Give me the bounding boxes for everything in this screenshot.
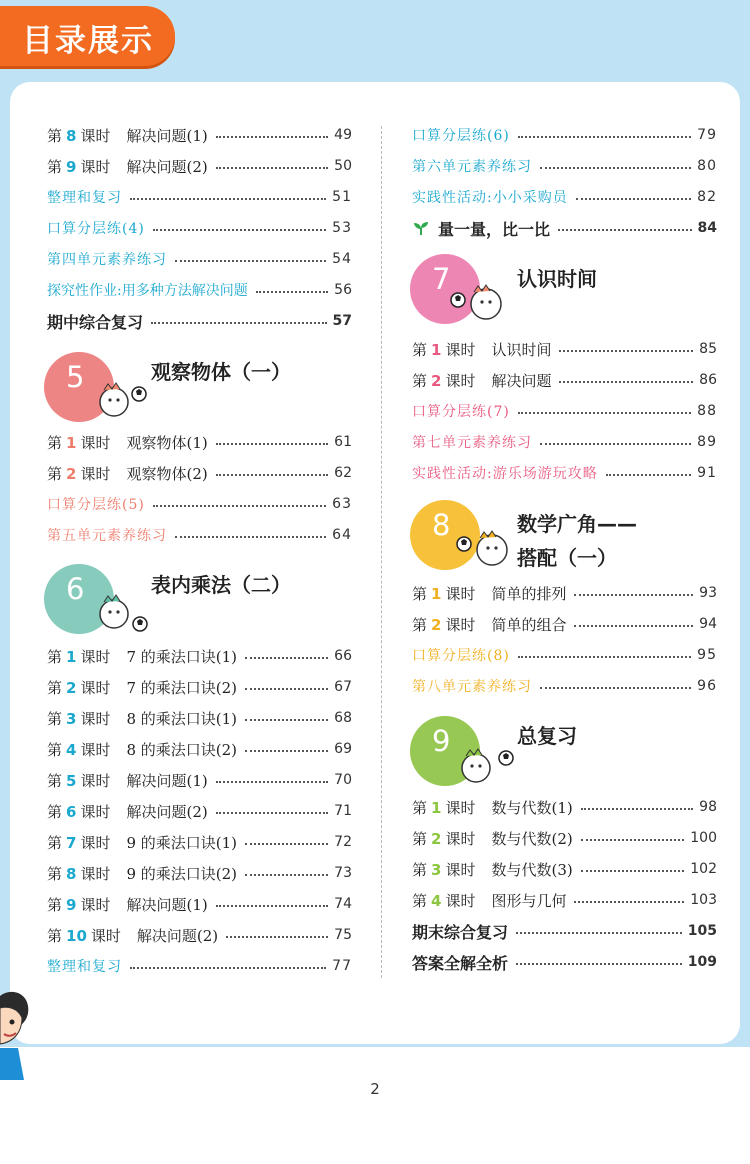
- leader-dots: [606, 474, 691, 476]
- unit-badge: 5: [44, 352, 114, 422]
- toc-row[interactable]: 探究性作业:用多种方法解决问题 56: [47, 282, 352, 299]
- leader-dots: [245, 750, 328, 752]
- dinosaur-mascot-icon: [96, 590, 156, 636]
- page-ref: 68: [334, 710, 352, 726]
- header-tab: [0, 6, 175, 66]
- unit-badge: 7: [410, 254, 480, 324]
- page-ref: 77: [332, 958, 352, 974]
- toc-row[interactable]: 第 1 课时 认识时间 85: [412, 340, 717, 359]
- leader-dots: [216, 443, 328, 445]
- page-ref: 57: [332, 313, 352, 329]
- page-ref: 49: [334, 127, 352, 143]
- dinosaur-mascot-icon: [446, 280, 516, 330]
- unit-badge: 8: [410, 500, 480, 570]
- unit-badge: 6: [44, 564, 114, 634]
- leader-dots: [540, 443, 691, 445]
- cartoon-boy-icon: [0, 988, 34, 1080]
- leader-dots: [540, 687, 691, 689]
- page-ref: 85: [699, 341, 717, 357]
- page-ref: 86: [699, 372, 717, 388]
- page-ref: 102: [690, 861, 717, 877]
- toc-row[interactable]: 第五单元素养练习 64: [47, 527, 352, 544]
- toc-row[interactable]: 第 2 课时 数与代数(2) 100: [412, 829, 717, 848]
- page-ref: 89: [697, 434, 717, 450]
- leader-dots: [581, 839, 685, 841]
- page-ref: 82: [697, 189, 717, 205]
- toc-row[interactable]: 实践性活动:游乐场游玩攻略 91: [412, 465, 717, 482]
- leader-dots: [574, 901, 684, 903]
- page-number: 2: [370, 1080, 380, 1098]
- sprout-icon: [412, 220, 430, 236]
- toc-row[interactable]: 口算分层练(4) 53: [47, 220, 352, 237]
- toc-row[interactable]: 实践性活动:小小采购员 82: [412, 189, 717, 206]
- toc-row[interactable]: 第六单元素养练习 80: [412, 158, 717, 175]
- leader-dots: [574, 625, 693, 627]
- leader-dots: [540, 167, 691, 169]
- leader-dots: [130, 198, 326, 200]
- page-ref: 53: [332, 220, 352, 236]
- page-ref: 95: [697, 647, 717, 663]
- leader-dots: [518, 656, 691, 658]
- toc-row[interactable]: 答案全解全析 109: [412, 953, 717, 973]
- toc-row[interactable]: 口算分层练(8) 95: [412, 647, 717, 664]
- leader-dots: [216, 136, 328, 138]
- leader-dots: [516, 932, 682, 934]
- page-ref: 80: [697, 158, 717, 174]
- page-ref: 62: [334, 465, 352, 481]
- page-ref: 51: [332, 189, 352, 205]
- toc-row[interactable]: 第 2 课时 观察物体(2) 62: [47, 464, 352, 483]
- page-ref: 103: [690, 892, 717, 908]
- page-ref: 64: [332, 527, 352, 543]
- leader-dots: [245, 688, 328, 690]
- leader-dots: [576, 198, 691, 200]
- leader-dots: [175, 260, 326, 262]
- toc-row[interactable]: 第 3 课时 数与代数(3) 102: [412, 860, 717, 879]
- toc-row[interactable]: 第 1 课时 数与代数(1) 98: [412, 798, 717, 817]
- page-ref: 61: [334, 434, 352, 450]
- page-ref: 73: [334, 865, 352, 881]
- leader-dots: [559, 350, 693, 352]
- leader-dots: [245, 719, 328, 721]
- leader-dots: [245, 657, 328, 659]
- leader-dots: [581, 808, 693, 810]
- page-ref: 96: [697, 678, 717, 694]
- page-bottom: [0, 1047, 750, 1164]
- toc-row[interactable]: 第八单元素养练习 96: [412, 678, 717, 695]
- toc-row[interactable]: 第 4 课时 图形与几何 103: [412, 891, 717, 910]
- leader-dots: [516, 963, 682, 965]
- toc-row[interactable]: 口算分层练(7) 88: [412, 403, 717, 420]
- leader-dots: [216, 167, 328, 169]
- toc-row[interactable]: 第 1 课时 简单的排列 93: [412, 584, 717, 603]
- toc-row[interactable]: 第七单元素养练习 89: [412, 434, 717, 451]
- page-ref: 56: [334, 282, 352, 298]
- unit-title: 认识时间: [517, 267, 597, 291]
- toc-row[interactable]: 口算分层练(6) 79: [412, 127, 717, 144]
- toc-row[interactable]: 第 8 课时 解决问题(1) 49: [47, 126, 352, 145]
- leader-dots: [581, 870, 685, 872]
- leader-dots: [518, 412, 691, 414]
- leader-dots: [175, 536, 326, 538]
- leader-dots: [559, 381, 693, 383]
- toc-row[interactable]: 口算分层练(5) 63: [47, 496, 352, 513]
- leader-dots: [256, 291, 328, 293]
- toc-row[interactable]: 第 1 课时 7 的乘法口诀(1) 66: [47, 647, 352, 666]
- toc-row[interactable]: 第 6 课时 解决问题(2) 71: [47, 802, 352, 821]
- toc-row[interactable]: 第 2 课时 7 的乘法口诀(2) 67: [47, 678, 352, 697]
- leader-dots: [518, 136, 691, 138]
- page-ref: 72: [334, 834, 352, 850]
- unit-badge: 9: [410, 716, 480, 786]
- leader-dots: [216, 474, 328, 476]
- leader-dots: [153, 505, 326, 507]
- page-ref: 94: [699, 616, 717, 632]
- page-ref: 70: [334, 772, 352, 788]
- toc-row[interactable]: 第 1 课时 观察物体(1) 61: [47, 433, 352, 452]
- page-ref: 63: [332, 496, 352, 512]
- unit-title: 观察物体（一）: [151, 360, 291, 384]
- column-divider: [381, 126, 382, 978]
- page-ref: 50: [334, 158, 352, 174]
- toc-row[interactable]: 期末综合复习 105: [412, 922, 717, 942]
- toc-row[interactable]: 整理和复习 77: [47, 958, 352, 975]
- toc-row[interactable]: 第四单元素养练习 54: [47, 251, 352, 268]
- leader-dots: [153, 229, 326, 231]
- page-ref: 91: [697, 465, 717, 481]
- page-ref: 75: [334, 927, 352, 943]
- unit-title: 总复习: [517, 724, 577, 748]
- page-ref: 93: [699, 585, 717, 601]
- page-ref: 79: [697, 127, 717, 143]
- toc-row[interactable]: 期中综合复习 57: [47, 312, 352, 332]
- toc-row[interactable]: 第 3 课时 8 的乘法口诀(1) 68: [47, 709, 352, 728]
- leader-dots: [245, 843, 328, 845]
- leader-dots: [245, 874, 328, 876]
- unit-title: 表内乘法（二）: [151, 573, 291, 597]
- dinosaur-mascot-icon: [452, 526, 516, 574]
- page-ref: 98: [699, 799, 717, 815]
- page-ref: 69: [334, 741, 352, 757]
- leader-dots: [151, 322, 327, 324]
- toc-row[interactable]: 第 9 课时 解决问题(2) 50: [47, 157, 352, 176]
- page-ref: 71: [334, 803, 352, 819]
- leader-dots: [216, 812, 328, 814]
- page-ref: 100: [690, 830, 717, 846]
- toc-row[interactable]: 第 10 课时 解决问题(2) 75: [47, 926, 352, 945]
- toc-row[interactable]: 第 5 课时 解决问题(1) 70: [47, 771, 352, 790]
- toc-row[interactable]: 量一量，比一比 84: [412, 217, 717, 239]
- leader-dots: [574, 594, 693, 596]
- page-ref: 105: [687, 923, 717, 939]
- leader-dots: [216, 905, 328, 907]
- page-title: 目录展示: [22, 23, 154, 59]
- leader-dots: [216, 781, 328, 783]
- toc-row[interactable]: 第 9 课时 解决问题(1) 74: [47, 895, 352, 914]
- toc-row[interactable]: 整理和复习 51: [47, 189, 352, 206]
- page-ref: 109: [687, 954, 717, 970]
- page-ref: 84: [697, 220, 717, 236]
- leader-dots: [226, 936, 328, 938]
- page-ref: 74: [334, 896, 352, 912]
- page-ref: 67: [334, 679, 352, 695]
- page-ref: 88: [697, 403, 717, 419]
- page-ref: 66: [334, 648, 352, 664]
- toc-row[interactable]: 第 7 课时 9 的乘法口诀(1) 72: [47, 833, 352, 852]
- unit-title-line1: 数学广角——: [517, 512, 637, 536]
- dinosaur-mascot-icon: [92, 378, 154, 422]
- toc-row[interactable]: 第 8 课时 9 的乘法口诀(2) 73: [47, 864, 352, 883]
- toc-row[interactable]: 第 2 课时 简单的组合 94: [412, 615, 717, 634]
- unit-title-line2: 搭配（一）: [517, 546, 617, 570]
- dinosaur-mascot-icon: [456, 744, 518, 790]
- toc-row[interactable]: 第 4 课时 8 的乘法口诀(2) 69: [47, 740, 352, 759]
- toc-row[interactable]: 第 2 课时 解决问题 86: [412, 371, 717, 390]
- leader-dots: [558, 229, 692, 231]
- leader-dots: [130, 967, 326, 969]
- page-ref: 54: [332, 251, 352, 267]
